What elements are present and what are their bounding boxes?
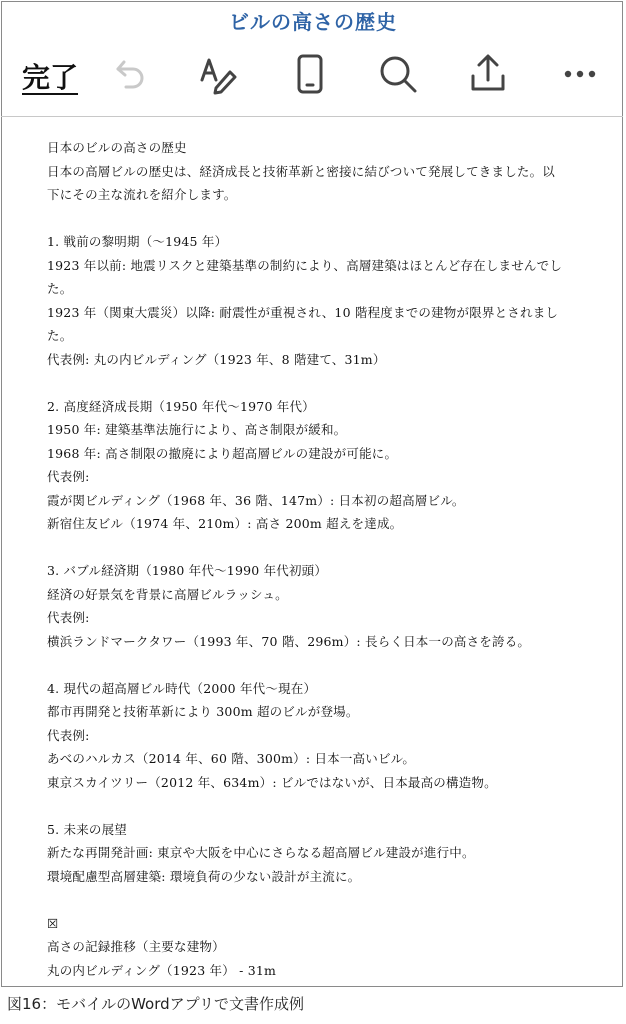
toolbar — [0, 40, 626, 112]
document-line: 環境配慮型高層建築: 環境負荷の少ない設計が主流に。 — [47, 868, 361, 884]
document-line: 霞が関ビルディング（1968 年、36 階、147m）: 日本初の超高層ビル。 — [47, 492, 465, 508]
document-line: 4. 現代の超高層ビル時代（2000 年代〜現在） — [47, 680, 317, 696]
document-line: 1950 年: 建築基準法施行により、高さ制限が緩和。 — [47, 422, 347, 437]
blank-line — [47, 653, 607, 677]
document-line: 新たな再開発計画: 東京や大阪を中心にさらなる超高層ビル建設が進行中。 — [47, 845, 475, 860]
document-line: た。 — [47, 328, 73, 343]
format-pen-icon[interactable] — [196, 52, 240, 96]
figure-caption: 図16：モバイルのWordアプリで文書作成例 — [7, 995, 305, 1013]
document-line: 代表例: — [47, 727, 90, 743]
document-line: 丸の内ビルディング（1923 年） - 31m — [47, 962, 277, 978]
more-icon[interactable] — [558, 52, 602, 96]
document-line: た。 — [47, 281, 73, 296]
document-line: あべのハルカス（2014 年、60 階、300m）: 日本一高いビル。 — [47, 751, 416, 766]
document-line: 2. 高度経済成長期（1950 年代〜1970 年代） — [47, 398, 315, 414]
document-line: 経済の好景気を背景に高層ビルラッシュ。 — [47, 586, 288, 602]
share-icon[interactable] — [466, 52, 510, 96]
document-line: 新宿住友ビル（1974 年、210m）: 高さ 200m 超えを達成。 — [47, 516, 403, 531]
document-line: 代表例: — [47, 469, 90, 484]
document-line: 1968 年: 高さ制限の撤廃により超高層ビルの建設が可能に。 — [47, 445, 398, 461]
blank-line — [47, 888, 607, 912]
document-line: 日本の高層ビルの歴史は、経済成長と技術革新と密接に結びついて発展してきました。以 — [47, 163, 556, 179]
done-button[interactable]: 完了 — [22, 61, 79, 94]
document-line: 都市再開発と技術革新により 300m 超のビルが登場。 — [47, 704, 359, 719]
document-line: 日本のビルの高さの歴史 — [47, 140, 187, 155]
blank-line — [47, 371, 607, 395]
document-line: 下にその主な流れを紹介します。 — [47, 187, 237, 202]
document-line: 東京スカイツリー（2012 年、634m）: ビルではないが、日本最高の構造物。 — [47, 774, 497, 790]
document-line: 代表例: 丸の内ビルディング（1923 年、8 階建て、31m） — [47, 351, 386, 367]
document-line: 1. 戦前の黎明期（〜1945 年） — [47, 234, 228, 249]
document-body[interactable] — [47, 136, 607, 986]
blank-line — [47, 536, 607, 560]
document-line: 高さの記録推移（主要な建物） — [47, 939, 225, 954]
caption-box — [1, 986, 623, 1021]
toolbar-divider — [1, 116, 623, 117]
search-icon[interactable] — [376, 52, 420, 96]
mobile-view-icon[interactable] — [288, 52, 332, 96]
document-line: ☒ — [47, 915, 59, 931]
document-title: ビルの高さの歴史 — [229, 10, 397, 34]
document-line: 1923 年（関東大震災）以降: 耐震性が重視され、10 階程度までの建物が限界とされまし — [47, 304, 559, 320]
document-line: 3. バブル経済期（1980 年代〜1990 年代初頭） — [47, 563, 328, 578]
document-line: 代表例: — [47, 610, 90, 625]
undo-icon[interactable] — [108, 52, 152, 96]
blank-line — [47, 207, 607, 231]
blank-line — [47, 794, 607, 818]
document-line: 5. 未来の展望 — [47, 821, 127, 837]
document-line: 1923 年以前: 地震リスクと建築基準の制約により、高層建築はほとんど存在しませんでし — [47, 257, 563, 273]
document-line: 横浜ランドマークタワー（1993 年、70 階、296m）: 長らく日本一の高さを誇る。 — [47, 633, 531, 649]
